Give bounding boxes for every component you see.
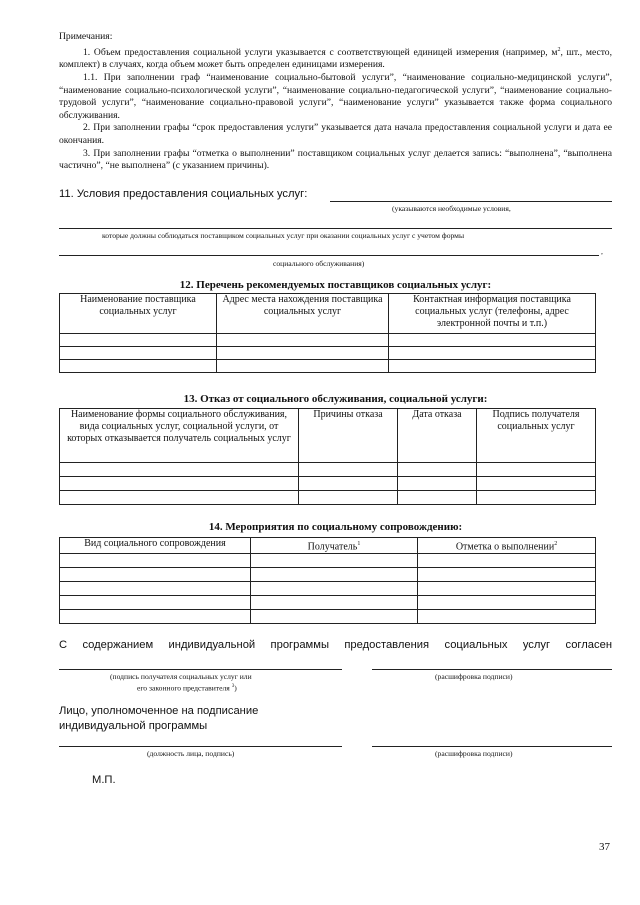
notes-title: Примечания: <box>59 31 113 42</box>
table-cell[interactable] <box>60 477 299 491</box>
table-cell[interactable] <box>251 568 418 582</box>
note-1-text-a: 1. Объем предоставления социальной услуги указывается с соответствующей единицей измерения (например, м <box>83 46 558 58</box>
table-cell[interactable] <box>251 596 418 610</box>
recipient-signature-caption <box>110 672 252 681</box>
recipient-signature-caption-2 <box>137 682 237 693</box>
table-cell[interactable] <box>418 582 596 596</box>
table-cell[interactable] <box>60 463 299 477</box>
section-11-hint-2: которые должны соблюдаться поставщиком социальных услуг при оказании социальных услуг с учетом формы <box>102 231 465 240</box>
table-cell[interactable] <box>477 491 596 505</box>
section-13-heading: 13. Отказ от социального обслуживания, социальной услуги: <box>183 393 488 405</box>
section-13-table <box>59 408 596 505</box>
table-cell[interactable] <box>217 360 389 373</box>
page-number: 37 <box>599 841 610 853</box>
recipient-decode-line[interactable] <box>372 669 612 670</box>
table-cell[interactable] <box>60 554 251 568</box>
header-support-type: Вид социального сопровождения <box>60 538 251 554</box>
position-signature-line[interactable] <box>59 746 342 747</box>
position-caption: (должность лица, подпись) <box>147 749 235 758</box>
table-cell[interactable] <box>251 610 418 624</box>
recipient-signature-caption-b: его законного представителя <box>137 683 230 693</box>
section-11-hint-1: (указываются необходимые условия, <box>392 204 511 213</box>
header-provider-address: Адрес места нахождения поставщика социальных услуг <box>217 294 389 334</box>
table-cell[interactable] <box>299 491 398 505</box>
table-cell[interactable] <box>251 554 418 568</box>
header-recipient-label: Получатель <box>307 541 358 553</box>
table-cell[interactable] <box>60 582 251 596</box>
section-11-hint-3: социального обслуживания) <box>273 259 365 268</box>
section-14-table <box>59 537 596 624</box>
note-3: 3. При заполнении графы “отметка о выполнении” поставщиком социальных услуг делается запись: “выполнена”, “выполнена частично”, “не выполнена” (с указанием причины). <box>59 147 612 172</box>
table-cell[interactable] <box>398 477 477 491</box>
header-recipient <box>251 538 418 554</box>
table-cell[interactable] <box>60 360 217 373</box>
note-2: 2. При заполнении графы “срок предоставления услуги” указывается дата начала предоставления социальной услуги и дата ее окончания. <box>59 122 612 146</box>
recipient-signature-sup: 3 <box>231 684 235 689</box>
table-cell[interactable] <box>60 596 251 610</box>
header-recipient-sup: 1 <box>357 541 361 547</box>
section-12-table <box>59 293 596 373</box>
table-cell[interactable] <box>398 463 477 477</box>
table-row[interactable] <box>60 568 596 582</box>
table-row[interactable] <box>60 491 596 505</box>
recipient-signature-caption-end: ) <box>234 683 237 693</box>
table-cell[interactable] <box>60 347 217 360</box>
stamp-placeholder: М.П. <box>92 774 116 786</box>
table-cell[interactable] <box>418 554 596 568</box>
header-completion-label: Отметка о выполнении <box>455 541 555 553</box>
section-11-fill-line-2[interactable] <box>59 228 612 229</box>
authorized-decode-line[interactable] <box>372 746 612 747</box>
header-recipient-signature: Подпись получателя социальных услуг <box>477 409 596 463</box>
table-header-row <box>60 409 596 463</box>
table-cell[interactable] <box>418 568 596 582</box>
table-cell[interactable] <box>398 491 477 505</box>
header-provider-contacts: Контактная информация поставщика социальных услуг (телефоны, адрес электронной почты и т.п.) <box>389 294 596 334</box>
agreement-statement: С содержанием индивидуальной программы предоставления социальных услуг согласен <box>59 639 612 651</box>
table-cell[interactable] <box>299 463 398 477</box>
section-11-hint-2-end: , <box>601 247 603 256</box>
table-row[interactable] <box>60 582 596 596</box>
header-refusal-date: Дата отказа <box>398 409 477 463</box>
recipient-signature-line[interactable] <box>59 669 342 670</box>
table-cell[interactable] <box>60 491 299 505</box>
table-cell[interactable] <box>60 568 251 582</box>
header-refusal-form: Наименование формы социального обслуживания, вида социальных услуг, социальной услуги, от которых отказывается получатель социальных услуг <box>60 409 299 463</box>
table-cell[interactable] <box>418 596 596 610</box>
table-row[interactable] <box>60 347 596 360</box>
table-cell[interactable] <box>251 582 418 596</box>
note-1-1: 1.1. При заполнении граф “наименование социально-бытовой услуги”, “наименование социально-медицинской услуги”, “наименование социально-психологической услуги”, “наименование социально-педагогической услуги”, “наименование социально-трудовой услуги”, “наименование социально-правовой услуги”, “наименование услуги” указывается также форма социального обслуживания. <box>59 71 612 121</box>
table-cell[interactable] <box>217 347 389 360</box>
table-cell[interactable] <box>477 477 596 491</box>
table-cell[interactable] <box>389 334 596 347</box>
table-cell[interactable] <box>299 477 398 491</box>
recipient-decode-caption: (расшифровка подписи) <box>435 672 513 681</box>
table-cell[interactable] <box>60 610 251 624</box>
section-11-label: 11. Условия предоставления социальных услуг: <box>59 188 308 200</box>
section-11-fill-line-3[interactable] <box>59 255 599 256</box>
header-refusal-reason: Причины отказа <box>299 409 398 463</box>
section-14-heading: 14. Мероприятия по социальному сопровождению: <box>208 521 463 533</box>
header-completion-mark <box>418 538 596 554</box>
authorized-person-line-1: Лицо, уполномоченное на подписание <box>59 705 259 717</box>
table-cell[interactable] <box>389 347 596 360</box>
table-row[interactable] <box>60 596 596 610</box>
table-cell[interactable] <box>217 334 389 347</box>
table-row[interactable] <box>60 477 596 491</box>
authorized-person-line-2: индивидуальной программы <box>59 720 208 732</box>
table-row[interactable] <box>60 554 596 568</box>
table-cell[interactable] <box>60 334 217 347</box>
authorized-decode-caption: (расшифровка подписи) <box>435 749 513 758</box>
section-12-heading: 12. Перечень рекомендуемых поставщиков социальных услуг: <box>179 279 492 291</box>
table-cell[interactable] <box>389 360 596 373</box>
header-completion-sup: 2 <box>554 541 558 547</box>
table-row[interactable] <box>60 463 596 477</box>
section-11-fill-line-1[interactable] <box>330 201 612 202</box>
table-header-row <box>60 294 596 334</box>
table-cell[interactable] <box>418 610 596 624</box>
table-row[interactable] <box>60 360 596 373</box>
note-1-sup: 2 <box>557 46 561 53</box>
note-1-text-b: , шт., место, комплект) в случаях, когда объем может быть определен единицами измерения. <box>59 46 612 71</box>
table-row[interactable] <box>60 334 596 347</box>
table-cell[interactable] <box>477 463 596 477</box>
recipient-signature-caption-a: (подпись получателя социальных услуг или <box>110 672 252 681</box>
table-row[interactable] <box>60 610 596 624</box>
notes-block <box>59 31 612 173</box>
header-provider-name: Наименование поставщика социальных услуг <box>60 294 217 334</box>
table-header-row <box>60 538 596 554</box>
note-1 <box>59 44 612 72</box>
section-11-title <box>59 188 612 200</box>
